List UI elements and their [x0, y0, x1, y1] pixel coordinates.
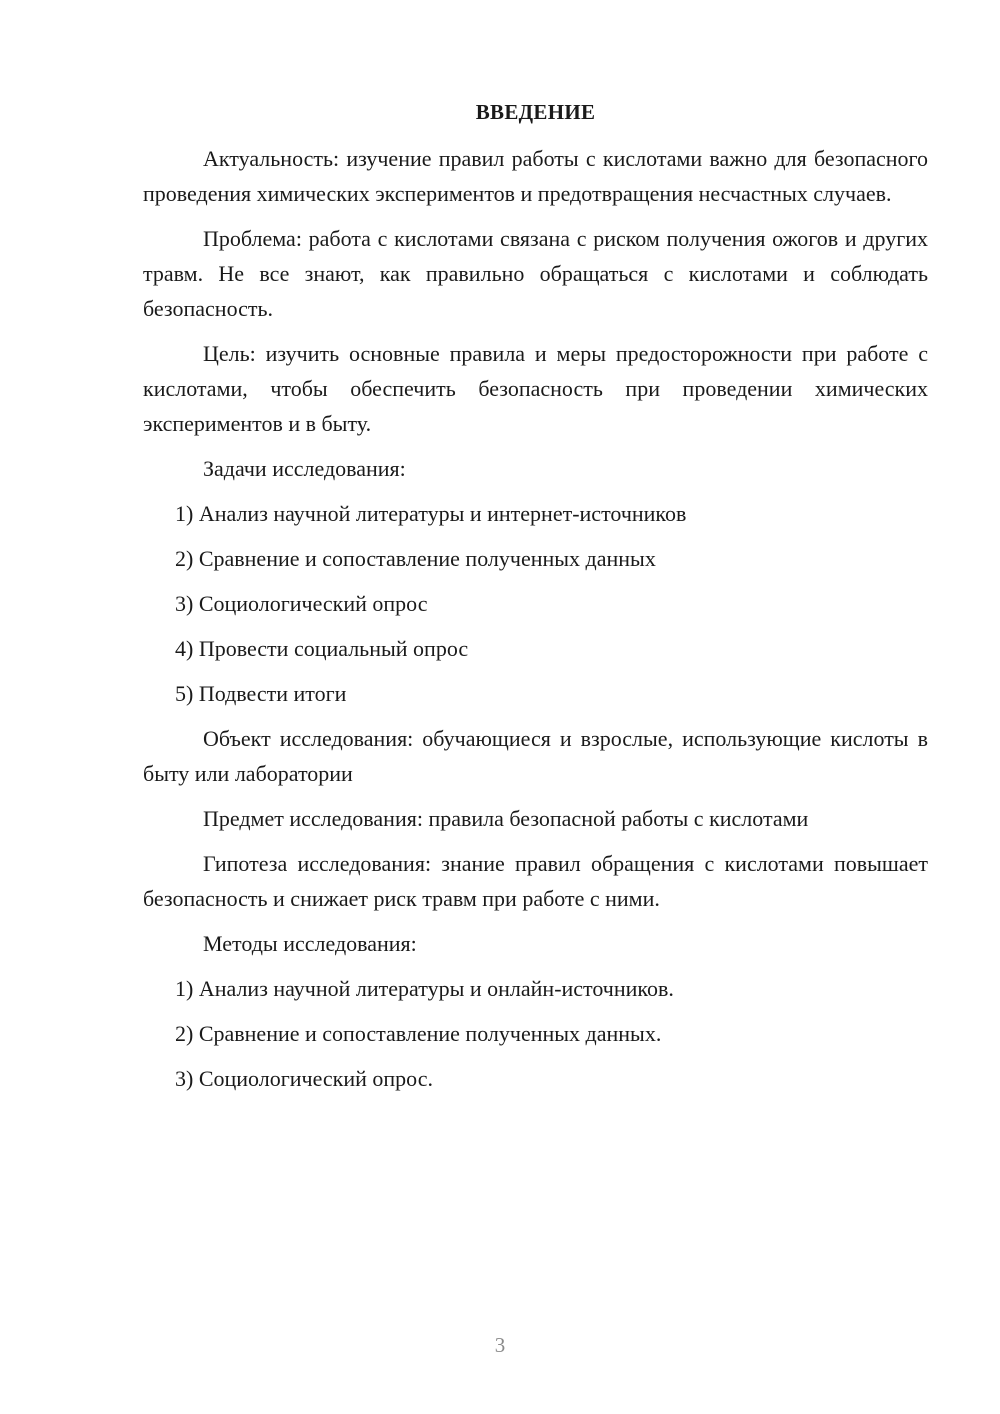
method-item: 3) Социологический опрос. [175, 1066, 433, 1091]
object-paragraph: Объект исследования: обучающиеся и взрослые, использующие кислоты в быту или лаборатории [143, 726, 928, 786]
tasks-heading: Задачи исследования: [203, 456, 406, 481]
hypothesis-paragraph: Гипотеза исследования: знание правил обращения с кислотами повышает безопасность и снижает риск травм при работе с ними. [143, 851, 928, 911]
task-item: 5) Подвести итоги [175, 681, 347, 706]
page-number: 3 [494, 1333, 506, 1357]
subject-paragraph: Предмет исследования: правила безопасной работы с кислотами [203, 806, 809, 831]
method-item: 2) Сравнение и сопоставление полученных данных. [175, 1021, 662, 1046]
methods-heading: Методы исследования: [203, 931, 417, 956]
page-content [143, 95, 928, 1106]
task-item: 2) Сравнение и сопоставление полученных данных [175, 546, 656, 571]
tasks-list [143, 496, 928, 711]
task-item: 1) Анализ научной литературы и интернет-источников [175, 501, 687, 526]
problem-paragraph: Проблема: работа с кислотами связана с риском получения ожогов и других травм. Не все знают, как правильно обращаться с кислотами и соблюдать безопасность. [143, 226, 928, 321]
goal-paragraph: Цель: изучить основные правила и меры предосторожности при работе с кислотами, чтобы обеспечить безопасность при проведении химических экспериментов и в быту. [143, 341, 928, 436]
task-item: 3) Социологический опрос [175, 591, 428, 616]
method-item: 1) Анализ научной литературы и онлайн-источников. [175, 976, 674, 1001]
relevance-paragraph: Актуальность: изучение правил работы с кислотами важно для безопасного проведения химических экспериментов и предотвращения несчастных случаев. [143, 146, 928, 206]
methods-list [143, 971, 928, 1096]
task-item: 4) Провести социальный опрос [175, 636, 469, 661]
page-title: ВВЕДЕНИЕ [475, 100, 596, 124]
